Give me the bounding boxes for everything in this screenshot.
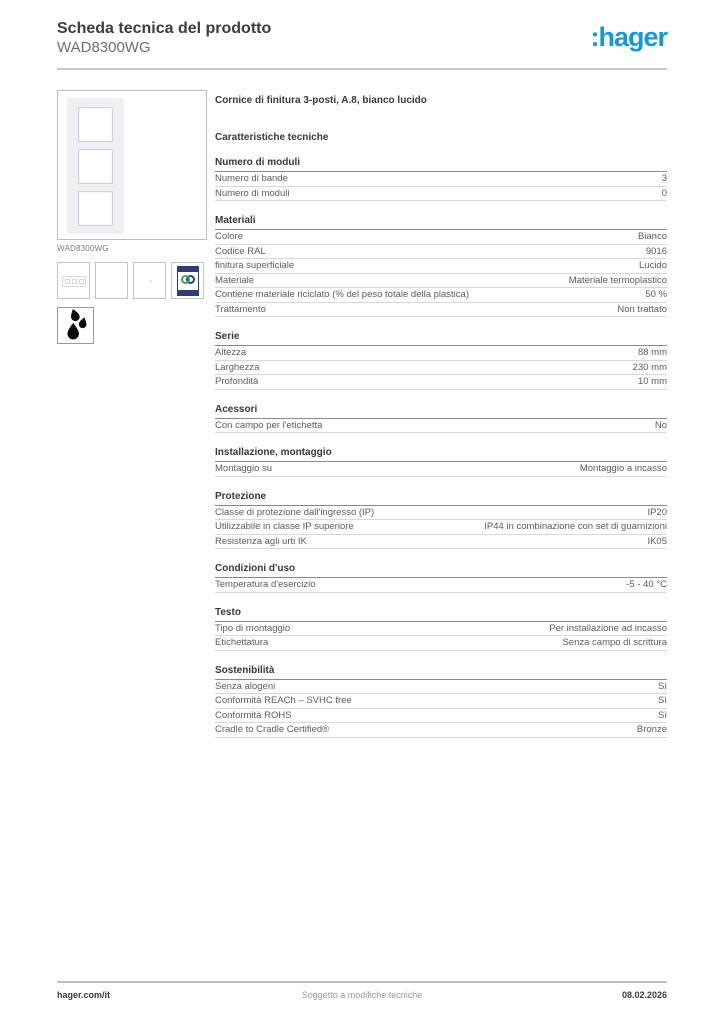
three-gang-glyph (62, 276, 86, 287)
page-footer (57, 981, 667, 1024)
spec-row (215, 709, 667, 724)
product-image-caption: WAD8300WG (57, 244, 109, 253)
specs-column (215, 90, 667, 738)
spec-label: Senza alogeni (215, 680, 276, 692)
spec-value: Bronze (636, 724, 667, 736)
spec-label: Montaggio su (215, 463, 273, 475)
spec-row (215, 361, 667, 376)
spec-value: 230 mm (632, 361, 667, 373)
spec-row (215, 622, 667, 637)
spec-value: 88 mm (637, 347, 667, 359)
spec-value: 9016 (645, 245, 667, 257)
spec-row (215, 462, 667, 477)
spec-section (215, 665, 667, 738)
page-header (57, 0, 667, 70)
sheet-title: Scheda tecnica del prodotto (57, 20, 272, 37)
spec-value: Sì (658, 680, 667, 692)
section-title: Acessori (215, 404, 667, 419)
spec-value: IK05 (647, 535, 667, 547)
spec-label: Trattamento (215, 303, 266, 315)
spec-row (215, 259, 667, 274)
spec-label: finitura superficiale (215, 260, 295, 272)
spec-label: Contiene materiale riciclato (% del peso totale della plastica) (215, 289, 469, 301)
characteristics-heading: Caratteristiche tecniche (215, 132, 329, 143)
blank-pictogram-icon (133, 262, 166, 299)
spec-label: Con campo per l'etichetta (215, 419, 323, 431)
spec-label: Cradle to Cradle Certified® (215, 724, 330, 736)
section-rows (215, 680, 667, 738)
footer-note: Soggetto a modifiche tecniche (301, 990, 423, 1000)
spec-value: -5 - 40 °C (626, 579, 667, 591)
frame-illustration (67, 98, 124, 234)
spec-row (215, 694, 667, 709)
spec-row (215, 172, 667, 187)
section-title: Installazione, montaggio (215, 447, 667, 462)
spec-row (215, 230, 667, 245)
section-rows (215, 462, 667, 477)
spec-section (215, 607, 667, 651)
spec-label: Numero di moduli (215, 187, 290, 199)
product-image (57, 90, 207, 240)
spec-row (215, 346, 667, 361)
product-code: WAD8300WG (57, 39, 151, 57)
section-rows (215, 622, 667, 651)
spec-value: 50 % (645, 289, 667, 301)
spec-value: 0 (661, 187, 667, 199)
section-rows (215, 419, 667, 434)
section-title: Sostenibilità (215, 665, 667, 680)
spec-value: IP20 (647, 506, 667, 518)
spec-row (215, 520, 667, 535)
spec-value: 10 mm (637, 376, 667, 388)
spec-label: Utilizzabile in classe IP superiore (215, 521, 354, 533)
frame-window (78, 191, 113, 226)
footer-date: 08.02.2026 (621, 990, 667, 1000)
spec-label: Larghezza (215, 361, 260, 373)
c2c-label (177, 266, 199, 296)
spec-label: Temperatura d'esercizio (215, 579, 316, 591)
blank-pictogram-icon (95, 262, 128, 299)
spec-value: IP44 in combinazione con set di guarnizioni (484, 521, 667, 533)
spec-value: 3 (661, 173, 667, 185)
faint-mark (149, 280, 152, 283)
spec-section (215, 157, 667, 201)
spec-section (215, 331, 667, 390)
spec-label: Etichettatura (215, 637, 269, 649)
section-rows (215, 578, 667, 593)
spec-label: Conformità REACh – SVHC free (215, 695, 352, 707)
spec-row (215, 578, 667, 593)
spec-value: Sì (658, 709, 667, 721)
section-title: Protezione (215, 491, 667, 506)
spec-label: Tipo di montaggio (215, 622, 291, 634)
spec-label: Profondità (215, 376, 259, 388)
cradle-to-cradle-certificate-icon (171, 262, 204, 299)
spec-value: Senza campo di scrittura (562, 637, 667, 649)
spec-value: Materiale termoplastico (568, 274, 667, 286)
spec-label: Resistenza agli urti IK (215, 535, 307, 547)
spec-label: Conformità ROHS (215, 709, 292, 721)
spec-section (215, 491, 667, 550)
section-rows (215, 346, 667, 390)
spec-row (215, 419, 667, 434)
hager-logo: :hager (590, 22, 667, 52)
section-title: Serie (215, 331, 667, 346)
section-rows (215, 230, 667, 317)
spec-row (215, 187, 667, 202)
frame-window (78, 149, 113, 184)
spec-value: No (654, 419, 667, 431)
section-title: Materiali (215, 215, 667, 230)
spec-value: Per installazione ad incasso (549, 622, 667, 634)
spec-row (215, 535, 667, 550)
spec-label: Classe di protezione dall'ingresso (IP) (215, 506, 375, 518)
spec-section (215, 215, 667, 317)
spec-label: Codice RAL (215, 245, 266, 257)
section-rows (215, 506, 667, 550)
spec-value: Montaggio a incasso (579, 463, 667, 475)
header-divider (57, 68, 667, 70)
section-title: Testo (215, 607, 667, 622)
spec-row (215, 245, 667, 260)
spec-label: Colore (215, 231, 243, 243)
spec-section (215, 447, 667, 477)
spec-sections (215, 157, 667, 738)
spec-row (215, 636, 667, 651)
spec-row (215, 375, 667, 390)
content (57, 90, 667, 738)
product-description: Cornice di finitura 3-posti, A.8, bianco lucido (215, 95, 427, 106)
spec-row (215, 506, 667, 521)
spec-section (215, 563, 667, 593)
spec-row (215, 680, 667, 695)
spec-value: Sì (658, 695, 667, 707)
spec-value: Bianco (637, 231, 667, 243)
product-media-column (57, 90, 207, 738)
spec-label: Materiale (215, 274, 255, 286)
spec-row (215, 303, 667, 318)
spec-label: Altezza (215, 347, 247, 359)
spec-section (215, 404, 667, 434)
frame-window (78, 107, 113, 142)
spec-row (215, 723, 667, 738)
section-title: Condizioni d'uso (215, 563, 667, 578)
pictogram-row (57, 262, 207, 299)
three-gang-frame-icon (57, 262, 90, 299)
water-drops-icon (57, 307, 94, 344)
spec-row (215, 274, 667, 289)
footer-website: hager.com/it (57, 990, 111, 1000)
section-rows (215, 172, 667, 201)
spec-row (215, 288, 667, 303)
spec-value: Non trattato (617, 303, 667, 315)
spec-value: Lucido (639, 260, 667, 272)
header-titles (57, 20, 271, 57)
section-title: Numero di moduli (215, 157, 667, 172)
spec-label: Numero di bande (215, 173, 288, 185)
